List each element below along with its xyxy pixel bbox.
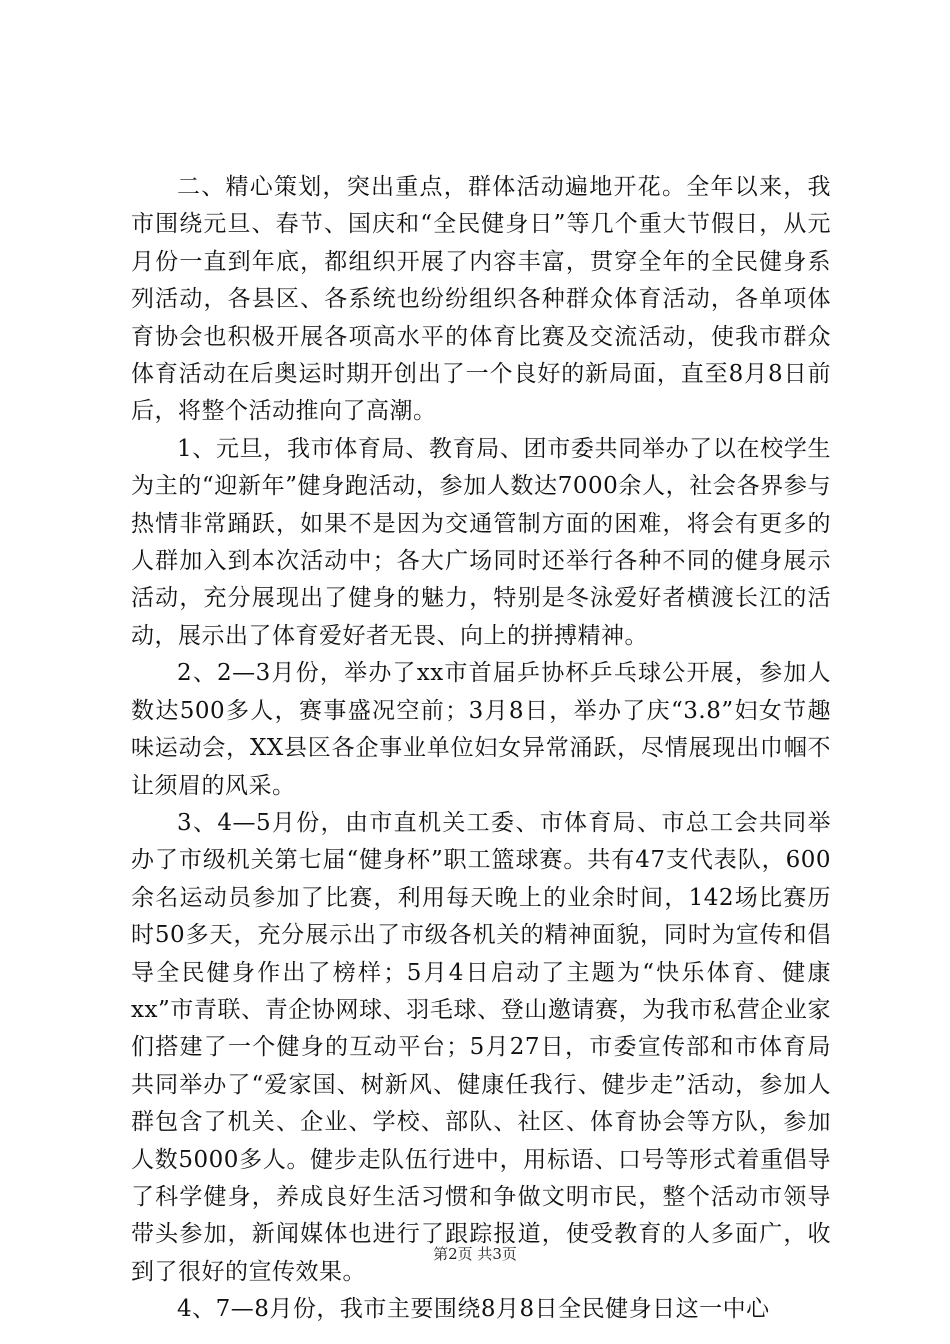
paragraph-3: 2、2—3月份，举办了xx市首届乒协杯乒乓球公开展，参加人数达500多人，赛事盛况空前；3月8日，举办了庆“3.8”妇女节趣味运动会，XX县区各企事业单位妇女异常涌跃，尽情展现出巾帼不让须眉的风采。 — [131, 660, 831, 799]
page-footer: 第2页 共3页 — [433, 1245, 517, 1263]
paragraph-5: 4、7—8月份，我市主要围绕8月8日全民健身日这一中心 — [177, 1296, 770, 1323]
paragraph-1: 二、精心策划，突出重点，群体活动遍地开花。全年以来，我市围绕元旦、春节、国庆和“全民健身日”等几个重大节假日，从元月份一直到年底，都组织开展了内容丰富，贯穿全年的全民健身系列活动，各县区、各系统也纷纷组织各种群众体育活动，各单项体育协会也积极开展各项高水平的体育比赛及交流活动，使我市群众体育活动在后奥运时期开创出了一个良好的新局面，直至8月8日前后，将整个活动推向了高潮。 — [131, 174, 831, 425]
paragraph-2: 1、元旦，我市体育局、教育局、团市委共同举办了以在校学生为主的“迎新年”健身跑活动，参加人数达7000余人，社会各界参与热情非常踊跃，如果不是因为交通管制方面的困难，将会有更多的人群加入到本次活动中；各大广场同时还举行各种不同的健身展示活动，充分展现出了健身的魅力，特别是冬泳爱好者横渡长江的活动，展示出了体育爱好者无畏、向上的拼搏精神。 — [131, 435, 831, 649]
paragraph-4: 3、4—5月份，由市直机关工委、市体育局、市总工会共同举办了市级机关第七届“健身杯”职工篮球赛。共有47支代表队，600余名运动员参加了比赛，利用每天晚上的业余时间，142场比赛历时50多天，充分展示出了市级各机关的精神面貌，同时为宣传和倡导全民健身作出了榜样；5月4日启动了主题为“快乐体育、健康xx”市青联、青企协网球、羽毛球、登山邀请赛，为我市私营企业家们搭建了一个健身的互动平台；5月27日，市委宣传部和市体育局共同举办了“爱家国、树新风、健康任我行、健步走”活动，参加人群包含了机关、企业、学校、部队、社区、体育协会等方队，参加人数5000多人。健步走队伍行进中，用标语、口号等形式着重倡导了科学健身，养成良好生活习惯和争做文明市民，整个活动市领导带头参加，新闻媒体也进行了跟踪报道，使受教育的人多面广，收到了很好的宣传效果。 — [131, 809, 831, 1285]
document-body — [131, 169, 831, 1329]
